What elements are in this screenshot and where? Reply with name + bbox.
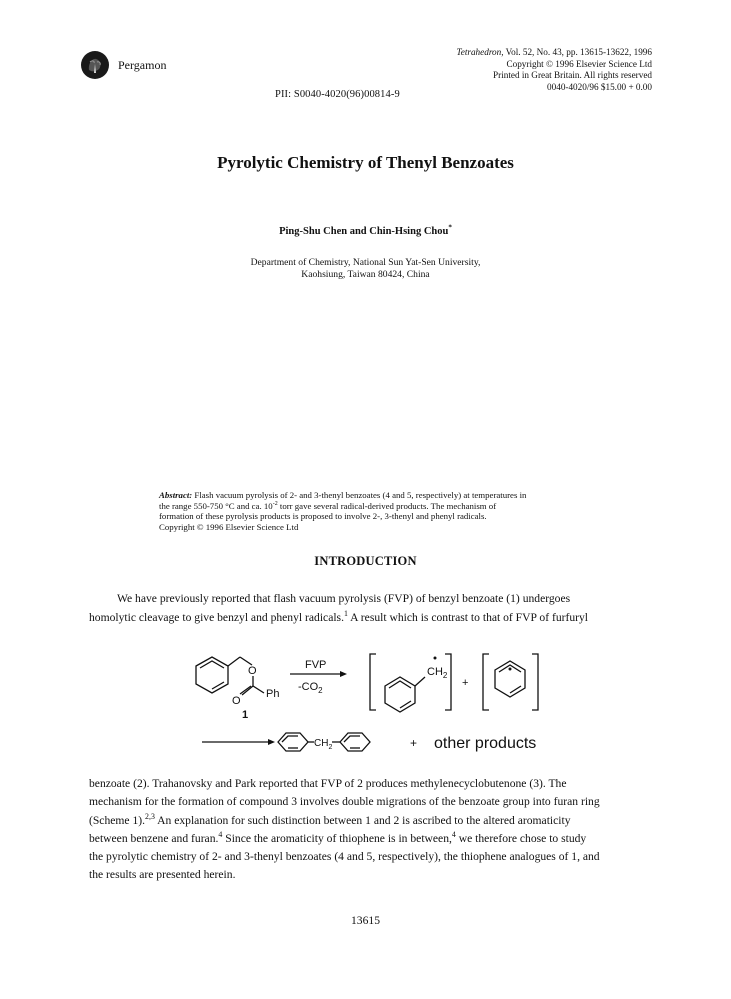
publisher-name: Pergamon [118,58,167,72]
other-products-label: other products [434,735,537,752]
page-number: 13615 [351,914,380,927]
oxygen-label-bottom: O [232,695,241,707]
intro-paragraph-2: benzoate (2). Trahanovsky and Park reported that FVP of 2 produces methylenecyclobutenone (3). The mechanism for the formation of compound 3 involves double migrations of the benzoate group into furan ring (Scheme 1).$^{2,3}$ An explanation for such distinction between 1 and 2 is ascribed to the altered aromaticity between benzene and furan.$^4$ Since the aromaticity of thiophene is in between,$^4$ we therefore chose to study the pyrolytic chemistry of 2- and 3-thenyl benzoates (4 and 5, respectively), the thiophene analogues of 1, and the results are presented herein. [89,777,600,882]
affiliation: Department of Chemistry, National Sun Yat-Sen University, Kaohsiung, Taiwan 80424, China [250,257,481,280]
methylene-label: $CH_2$ [314,738,333,751]
article-authors: Ping-Shu Chen and Chin-Hsing Chou* [279,223,452,237]
journal-name: Tetrahedron, [456,47,504,57]
arrow-label-fvp: FVP [305,659,327,671]
reaction-scheme [180,648,580,758]
article-title: Pyrolytic Chemistry of Thenyl Benzoates [217,153,514,172]
copyright-line: Copyright © 1996 Elsevier Science Ltd [506,58,652,69]
intro-paragraph-1: We have previously reported that flash vacuum pyrolysis (FVP) of benzyl benzoate (1) undergoes homolytic cleavage to give benzyl and phenyl radicals.$^1$ A result which is contrast to that of FVP of furfuryl [89,592,589,624]
phenyl-label: Ph [266,688,280,700]
abstract-label: Abstract: [159,490,193,500]
corresponding-author-mark: * [448,223,452,232]
abstract: Abstract: Flash vacuum pyrolysis of 2- and 3-thenyl benzoates (4 and 5, respectively) at temperatures in the range 550-750 °C and ca. $10^{-2}$ torr gave several radical-derived products. The mechanism of formation of these pyrolysis products is proposed to involve 2-, 3-thenyl and phenyl radicals. Copyright © 1996 Elsevier Science Ltd [159,490,527,532]
printed-line: Printed in Great Britain. All rights reserved [493,70,652,81]
plus-sign-1: + [462,677,469,689]
journal-citation: Tetrahedron, Vol. 52, No. 43, pp. 13615-13622, 1996 [456,47,652,57]
pergamon-logo-icon [80,50,110,80]
journal-info [456,47,652,93]
arrow-label-co2: $-CO_2$ [298,681,323,695]
oxygen-label-top: O [248,665,257,677]
ch2-radical-label: $CH_2$ [427,666,448,680]
plus-sign-2: + [410,736,418,750]
pii-code: PII: S0040-4020(96)00814-9 [275,89,400,100]
price-line: 0040-4020/96 $15.00 + 0.00 [547,81,652,92]
compound-number-1: 1 [242,709,249,721]
section-heading-introduction: INTRODUCTION [314,554,417,568]
